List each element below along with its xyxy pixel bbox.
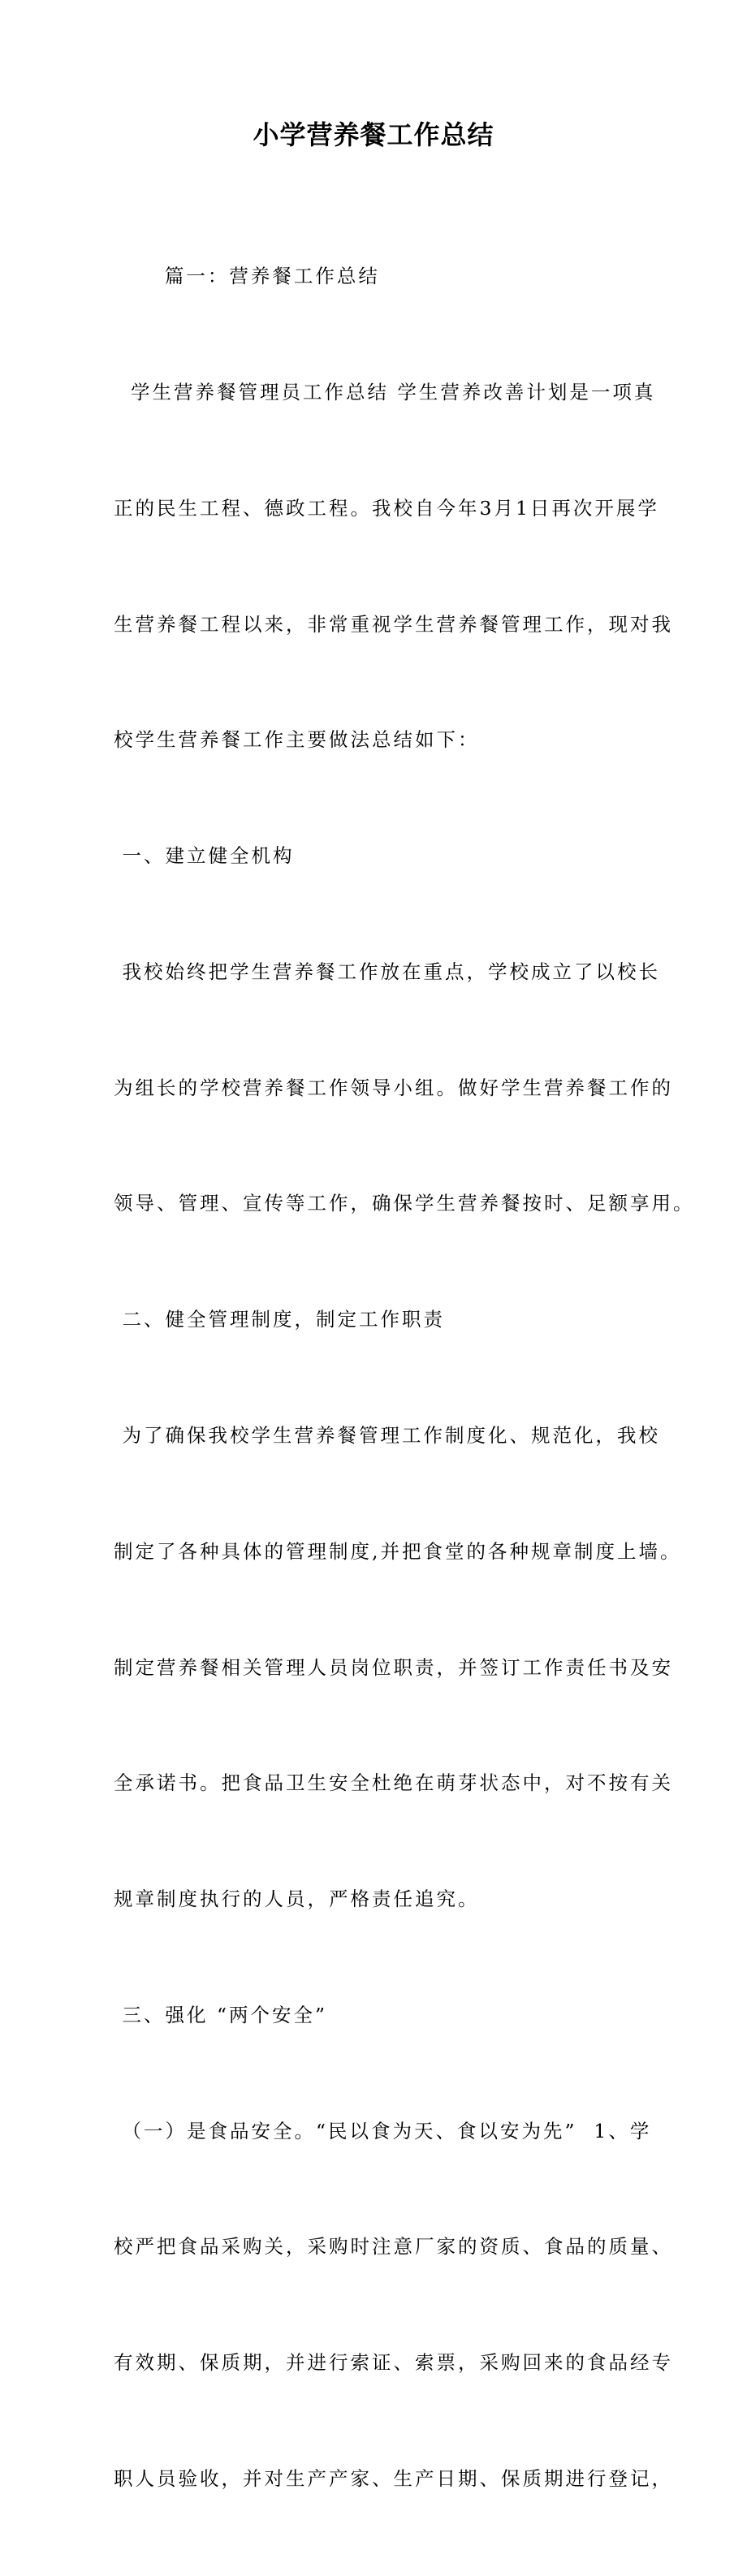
text-line: 职人员验收，并对生产产家、生产日期、保质期进行登记，	[114, 2467, 673, 2491]
text-line: 生营养餐工程以来，非常重视学生营养餐管理工作，现对我	[114, 612, 673, 636]
text-line: 制定了各种具体的管理制度,并把食堂的各种规章制度上墙。	[114, 1539, 682, 1563]
text-line: 正的民生工程、德政工程。我校自今年3月1日再次开展学	[114, 496, 659, 520]
section-heading: 三、强化 “两个安全”	[114, 2003, 327, 2026]
text-line: 校学生营养餐工作主要做法总结如下：	[114, 728, 480, 752]
text-line: 为了确保我校学生营养餐管理工作制度化、规范化，我校	[114, 1424, 660, 1447]
text-line: 学生营养餐管理员工作总结 学生营养改善计划是一项真	[114, 380, 656, 403]
text-line: （一）是食品安全。“民以食为天、食以安为先” 1、学	[114, 2119, 652, 2142]
text-line: 有效期、保质期，并进行索证、索票，采购回来的食品经专	[114, 2351, 673, 2375]
document-body	[114, 180, 695, 2576]
section-heading: 二、健全管理制度，制定工作职责	[114, 1308, 445, 1331]
text-line: 制定营养餐相关管理人员岗位职责，并签订工作责任书及安	[114, 1655, 673, 1679]
text-line: 领导、管理、宣传等工作，确保学生营养餐按时、足额享用。	[114, 1192, 695, 1215]
text-line: 我校始终把学生营养餐工作放在重点，学校成立了以校长	[114, 960, 660, 983]
section-heading: 一、建立健全机构	[114, 844, 295, 868]
text-line: 全承诺书。把食品卫生安全杜绝在萌芽状态中，对不按有关	[114, 1771, 673, 1795]
text-line: 校严把食品采购关，采购时注意厂家的资质、食品的质量、	[114, 2235, 673, 2259]
text-line: 篇一：营养餐工作总结	[114, 265, 380, 288]
text-line: 为组长的学校营养餐工作领导小组。做好学生营养餐工作的	[114, 1076, 673, 1099]
text-line: 规章制度执行的人员，严格责任追究。	[114, 1888, 480, 1911]
document-title: 小学营养餐工作总结	[253, 119, 494, 150]
